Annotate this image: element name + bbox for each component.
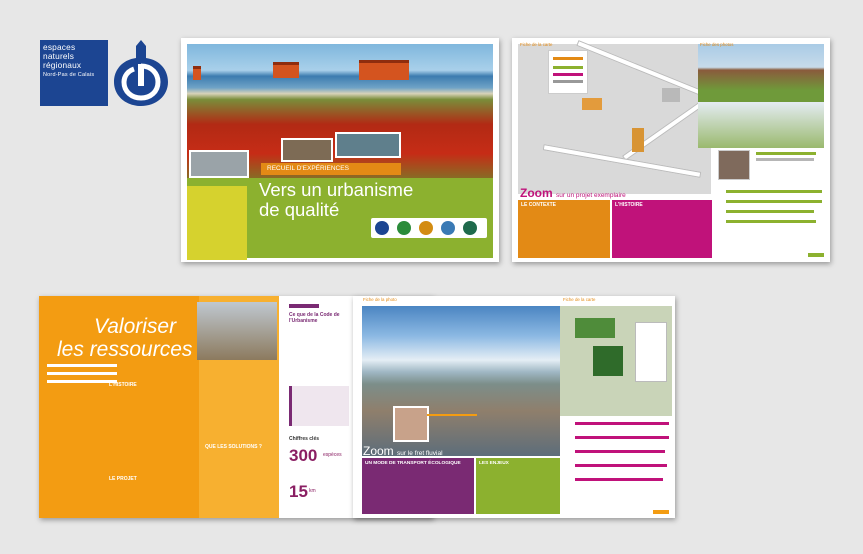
portrait-photo	[393, 406, 429, 442]
zoom-word: Zoom	[520, 186, 553, 200]
stat-species-number: 300	[289, 446, 318, 465]
map-building	[632, 128, 644, 152]
quote-line	[726, 190, 822, 193]
resources-title	[57, 315, 193, 361]
text-line	[47, 380, 117, 383]
page-number-tab	[653, 510, 669, 514]
quote-line	[756, 152, 816, 155]
partner-logo-icon	[397, 221, 411, 235]
cover-kicker: RECUEIL D'EXPÉRIENCES	[261, 163, 401, 175]
cover-title	[259, 180, 413, 220]
thumbnail-photo	[281, 138, 333, 162]
stat-km-number: 15	[289, 482, 308, 501]
cover-yellow-stripe	[187, 186, 247, 260]
text-line	[47, 372, 117, 375]
logo-line-2: naturels	[43, 51, 75, 61]
text-line	[47, 364, 117, 367]
history-section-title: L'HISTOIRE	[109, 382, 137, 388]
zoom-word: Zoom	[363, 444, 394, 458]
zoom-heading	[520, 186, 670, 200]
quote-line	[575, 422, 669, 425]
logo-subtitle: Nord-Pas de Calais	[43, 72, 95, 78]
history-box	[612, 200, 712, 258]
issues-box	[476, 458, 560, 514]
map-legend	[548, 50, 588, 94]
espaces-naturels-logo	[40, 40, 108, 106]
zoom-subtitle: sur un projet exemplaire	[556, 192, 626, 199]
map-spread-brochure	[512, 38, 830, 262]
port-spread-brochure	[353, 296, 675, 518]
transport-box	[362, 458, 474, 514]
map-building	[582, 98, 602, 110]
map-caption: Fiche de la carte	[563, 297, 596, 302]
cover-brochure	[181, 38, 499, 262]
map-building	[662, 88, 680, 102]
quote-line	[756, 158, 814, 161]
region-emblem-icon	[110, 36, 172, 108]
key-figures-title: Chiffres clés	[289, 436, 320, 442]
map-caption: Fiche de la carte	[520, 42, 553, 47]
partner-logo-icon	[463, 221, 477, 235]
transport-title: UN MODE DE TRANSPORT ÉCOLOGIQUE	[365, 461, 461, 466]
houses-photo	[698, 44, 824, 102]
quote-line	[575, 478, 663, 481]
quote-line	[575, 450, 665, 453]
house-photo-detail	[273, 62, 299, 78]
tower-photo	[197, 302, 277, 360]
map-green-zone	[593, 346, 623, 376]
context-box	[518, 200, 610, 258]
issues-title: LES ENJEUX	[479, 461, 509, 466]
quote-line	[575, 464, 667, 467]
house-photo-detail	[193, 66, 201, 80]
history-title: L'HISTOIRE	[615, 202, 643, 208]
partner-logo-icon	[375, 221, 389, 235]
quote-line	[726, 210, 814, 213]
portrait-photo	[718, 150, 750, 180]
stat-species-unit: espèces	[323, 452, 342, 458]
map-legend	[635, 322, 667, 382]
cover-title-line-1: Vers un urbanisme	[259, 179, 414, 200]
partner-logo-icon	[441, 221, 455, 235]
project-section-title: LE PROJET	[109, 476, 137, 482]
partner-logos-strip	[371, 218, 487, 238]
thumbnail-photo	[189, 150, 249, 178]
context-title: LE CONTEXTE	[521, 202, 557, 208]
quote-line	[575, 436, 669, 439]
quote-line	[427, 414, 477, 416]
resources-title-line-2: les ressources	[57, 338, 193, 361]
harbor-aerial-photo	[362, 306, 560, 456]
photo-caption: Fiche de la photo	[363, 297, 397, 302]
solutions-section-title: QUE LES SOLUTIONS ?	[205, 444, 262, 450]
zoom-heading	[363, 444, 443, 458]
map-green-zone	[575, 318, 615, 338]
partner-logo-icon	[419, 221, 433, 235]
logo-line-1: espaces	[43, 42, 76, 52]
quote-line	[726, 220, 816, 223]
zoom-subtitle: sur le fret fluvial	[397, 450, 443, 457]
cover-title-line-2: de qualité	[259, 199, 340, 220]
house-photo-detail	[359, 60, 409, 80]
photo-caption: Fiche des photos	[700, 42, 734, 47]
quote-line	[726, 200, 822, 203]
park-photo	[698, 102, 824, 148]
thumbnail-photo	[335, 132, 401, 158]
page-number-tab	[808, 253, 824, 257]
stat-km-unit: km	[309, 488, 316, 494]
purple-tag	[289, 304, 319, 308]
resources-title-line-1: Valoriser	[94, 315, 177, 338]
side-heading: Ce que de la Code de l'Urbanisme	[289, 312, 340, 324]
quote-box	[289, 386, 349, 426]
logo-line-3: régionaux	[43, 60, 82, 70]
